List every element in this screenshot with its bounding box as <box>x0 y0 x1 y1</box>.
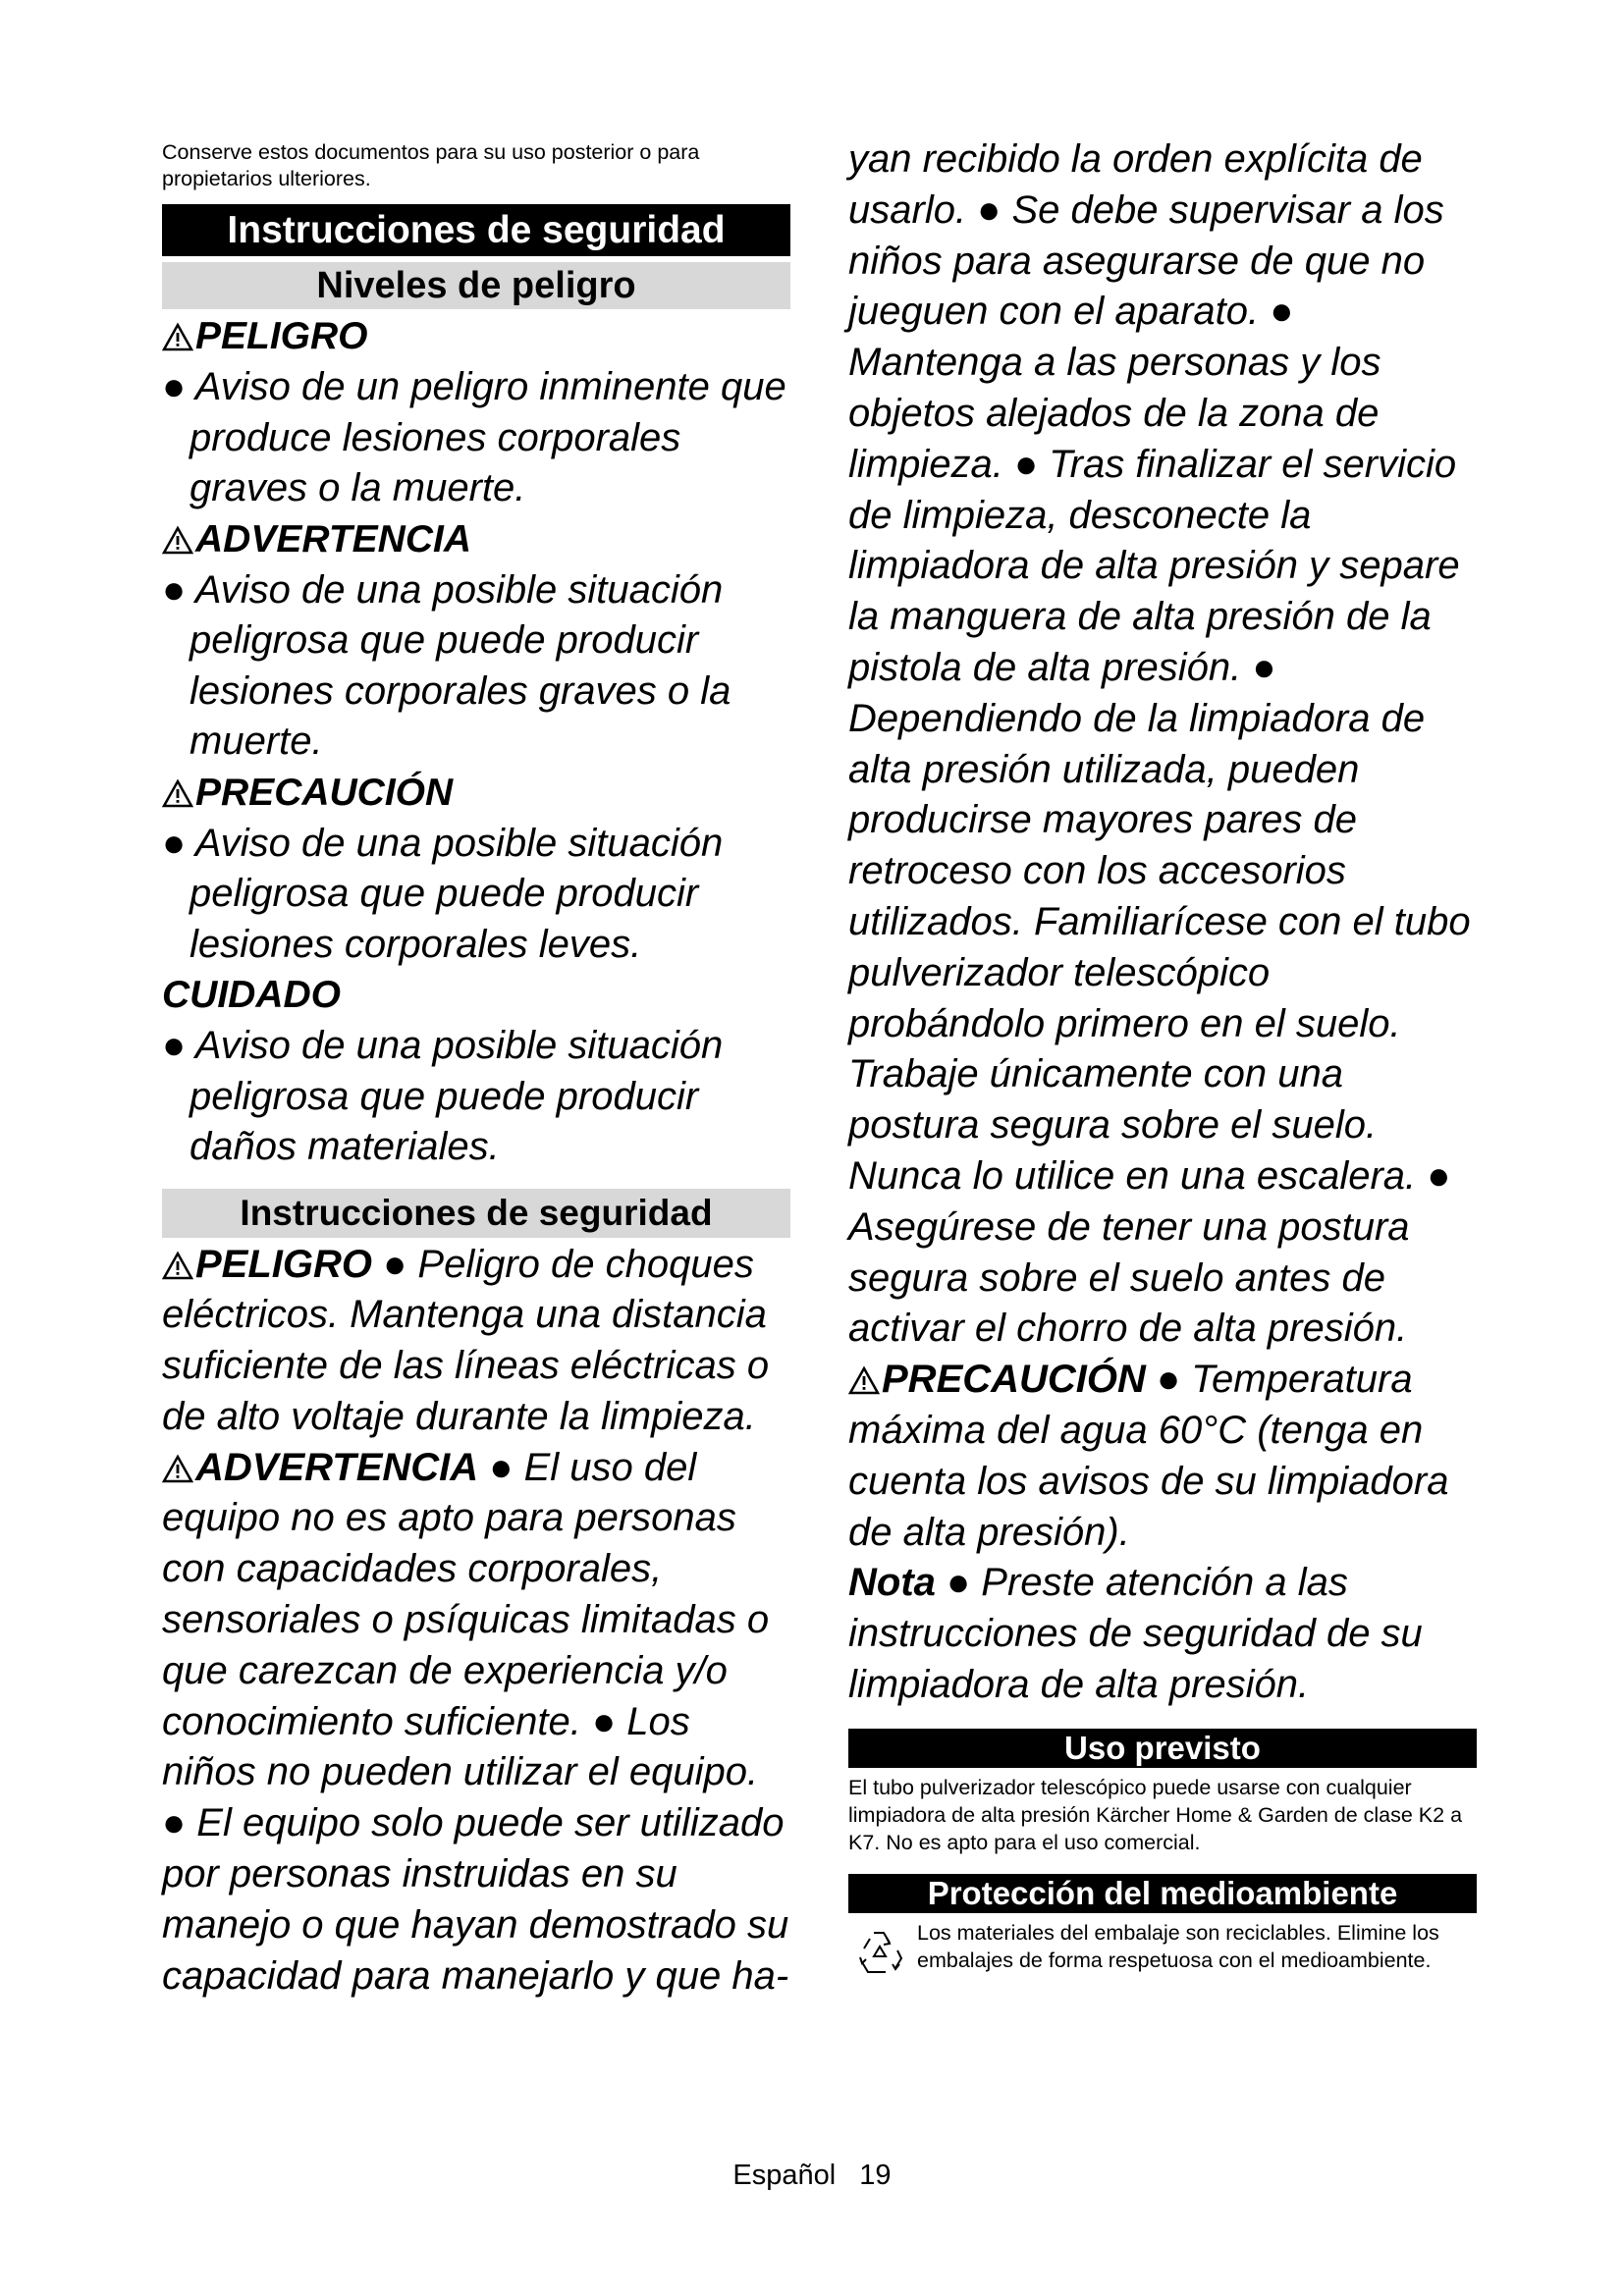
level-description: ● Aviso de una posible situación peligrosa que puede producir lesiones corporales leves. <box>162 821 724 966</box>
precaucion-label: PRECAUCIÓN <box>882 1358 1146 1402</box>
page-footer <box>0 2160 1624 2192</box>
peligro-text: ● Peligro de choques eléctricos. Mantenga una distancia suficiente de las líneas eléctricas o de alto voltaje durante la limpieza. <box>162 1242 770 1438</box>
level-peligro <box>162 311 790 514</box>
advertencia-paragraph <box>162 1443 790 2002</box>
level-label: CUIDADO <box>162 974 341 1016</box>
section-title-environment: Protección del medioambiente <box>848 1874 1477 1913</box>
warning-triangle-icon <box>162 525 193 555</box>
level-label: PELIGRO <box>195 315 368 357</box>
right-column <box>848 134 1477 1974</box>
section-title-intended-use: Uso previsto <box>848 1729 1477 1768</box>
warning-triangle-icon <box>848 1365 880 1395</box>
footer-language: Español <box>732 2160 837 2191</box>
footer-page-number: 19 <box>859 2160 892 2191</box>
level-description: ● Aviso de una posible situación peligrosa que puede producir daños materiales. <box>162 1024 724 1168</box>
subtitle-danger-levels: Niveles de peligro <box>162 262 790 309</box>
level-description: ● Aviso de un peligro inminente que produce lesiones corporales graves o la muerte. <box>162 365 786 509</box>
intended-use-text: El tubo pulverizador telescópico puede usarse con cualquier limpiadora de alta presión Kärcher Home & Garden de clase K2 a K7. No es apto para el uso comercial. <box>848 1775 1463 1854</box>
environment-block <box>848 1919 1477 1974</box>
warning-triangle-icon <box>162 1454 193 1483</box>
advertencia-label: ADVERTENCIA <box>195 1445 479 1489</box>
precaucion-text: ● Temperatura máxima del agua 60°C (tenga en cuenta los avisos de su limpiadora de alta presión). <box>848 1358 1449 1554</box>
level-precaucion <box>162 768 790 971</box>
environment-text: Los materiales del embalaje son reciclables. Elimine los embalajes de forma respetuosa con el medioambiente. <box>917 1920 1439 1972</box>
section-title-safety: Instrucciones de seguridad <box>162 204 790 256</box>
left-column <box>162 139 790 2002</box>
warning-triangle-icon <box>162 1251 193 1280</box>
advertencia-text: ● El uso del equipo no es apto para personas con capacidades corporales, sensoriales o psíquicas limitadas o que carezcan de experiencia y/o conocimiento suficiente. ● Los niños no pueden utilizar el equipo. ● El equipo solo puede ser utilizado por personas instruidas en su manejo o que hayan demostrado su capacidad para manejarlo y que ha- <box>162 1445 789 1998</box>
subtitle-safety-instructions: Instrucciones de seguridad <box>162 1189 790 1238</box>
level-label: ADVERTENCIA <box>195 517 471 561</box>
recycle-icon <box>854 1927 905 1978</box>
level-cuidado <box>162 970 790 1173</box>
nota-text: ● Preste atención a las instrucciones de seguridad de su limpiadora de alta presión. <box>848 1561 1423 1706</box>
level-advertencia <box>162 514 790 768</box>
level-label: PRECAUCIÓN <box>195 771 454 814</box>
peligro-label: PELIGRO <box>195 1242 373 1286</box>
precaucion-paragraph <box>848 1355 1477 1558</box>
warning-triangle-icon <box>162 322 193 351</box>
intro-text: Conserve estos documentos para su uso posterior o para propietarios ulteriores. <box>162 140 700 190</box>
nota-label: Nota <box>848 1561 936 1605</box>
level-description: ● Aviso de una posible situación peligrosa que puede producir lesiones corporales graves o la muerte. <box>162 567 731 763</box>
warning-triangle-icon <box>162 778 193 808</box>
peligro-paragraph <box>162 1240 790 1443</box>
continued-paragraph: yan recibido la orden explícita de usarlo. ● Se debe supervisar a los niños para asegurarse de que no jueguen con el aparato. ● Mantenga a las personas y los objetos alejados de la zona de limpieza. ● Tras finalizar el servicio de limpieza, desconecte la limpiadora de alta presión y separe la manguera de alta presión de la pistola de alta presión. ● Dependiendo de la limpiadora de alta presión utilizada, pueden producirse mayores pares de retroceso con los accesorios utilizados. Familiarícese con el tubo pulverizador telescópico probándolo primero en el suelo. Trabaje únicamente con una postura segura sobre el suelo. Nunca lo utilice en una escalera. ● Asegúrese de tener una postura segura sobre el suelo antes de activar el chorro de alta presión. <box>848 137 1471 1351</box>
nota-paragraph <box>848 1558 1477 1710</box>
